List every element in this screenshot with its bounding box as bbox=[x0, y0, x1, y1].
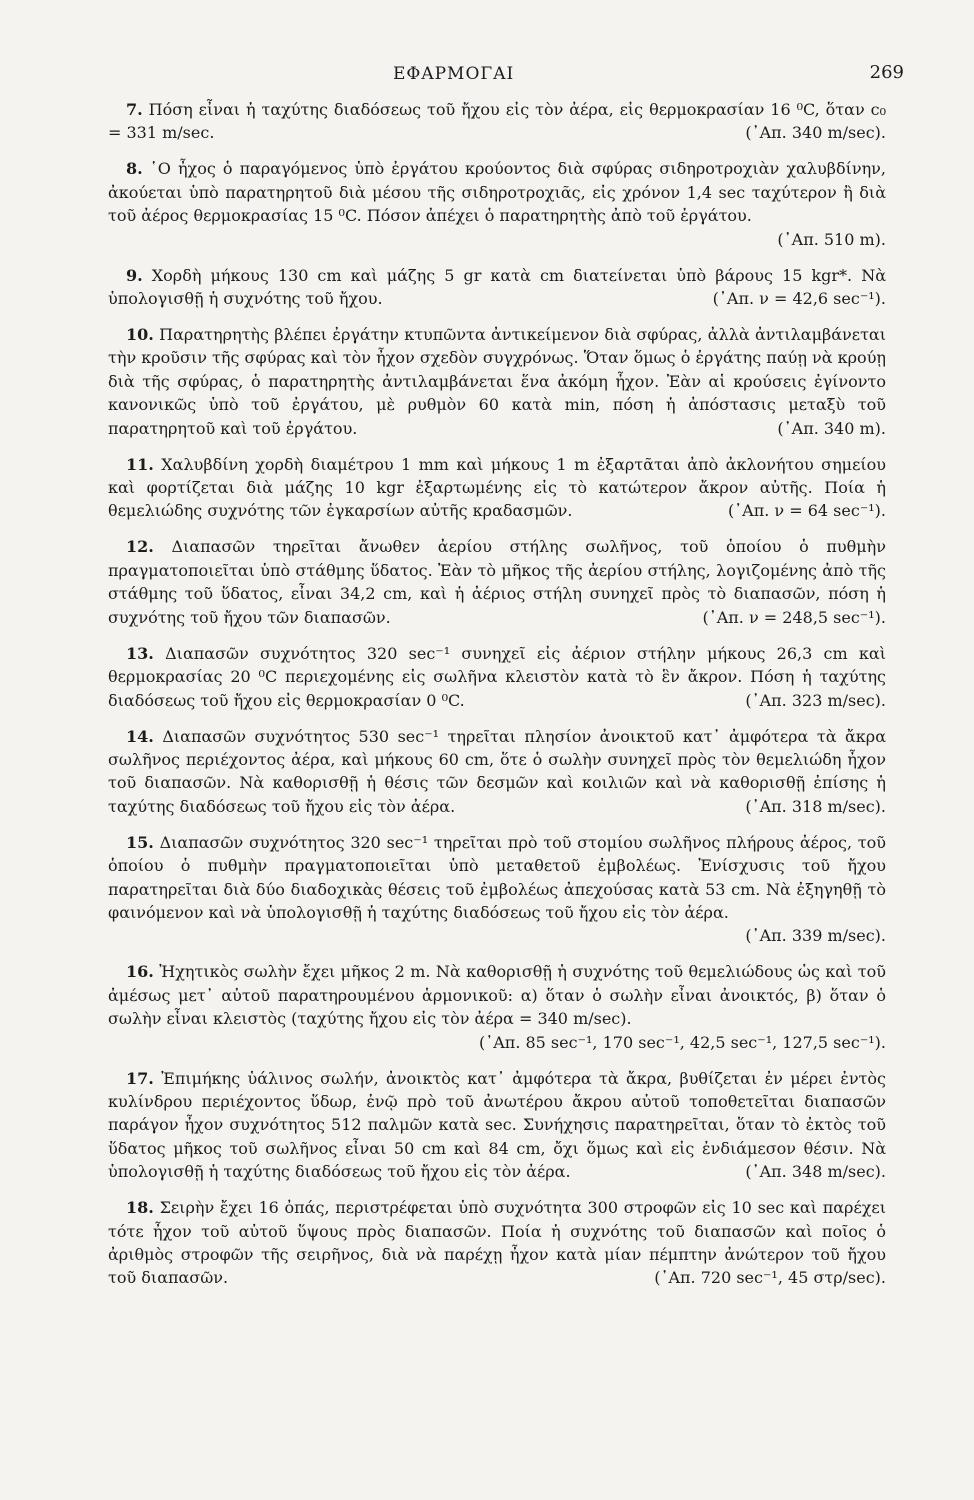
problem-answer: (᾽Απ. 339 m/sec). bbox=[745, 926, 886, 946]
problem-9 bbox=[108, 264, 886, 311]
problem-text: Παρατηρητὴς βλέπει ἐργάτην κτυπῶντα ἀντικείμενον διὰ σφύρας, ἀλλὰ ἀντιλαμβάνεται τὴν κροῦσιν τῆς σφύρας καὶ τὸν ἦχον σχεδὸν συγχρόνως. Ὅταν ὅμως ὁ ἐργάτης παύῃ νὰ κρούῃ διὰ τῆς σφύρας, ὁ παρατηρητὴς ἀντιλαμβάνεται ἕνα ἀκόμη ἦχον. Ἐὰν αἱ κρούσεις ἐγίνοντο κανονικῶς ὑπὸ τοῦ ἐργάτου, μὲ ρυθμὸν 60 κατὰ min, πόση ἡ ἀπόστασις μεταξὺ τοῦ παρατηρητοῦ καὶ τοῦ ἐργάτου. bbox=[108, 325, 886, 438]
page-title: ΕΦΑΡΜΟΓΑΙ bbox=[393, 64, 515, 84]
problem-number: 18. bbox=[126, 1198, 154, 1218]
problem-text: Διαπασῶν συχνότητος 530 sec⁻¹ τηρεῖται πλησίον ἀνοικτοῦ κατ᾽ ἀμφότερα τὰ ἄκρα σωλῆνος περιέχοντος ἀέρα, καὶ μήκους 60 cm, ὅτε ὁ σωλὴν συνηχεῖ πρὸς τὸν θεμελιώδη ἦχον τοῦ διαπασῶν. Νὰ καθορισθῇ ἡ θέσις τῶν δεσμῶν καὶ κοιλιῶν καὶ νὰ καθορισθῇ ἐπίσης ἡ ταχύτης διαδόσεως τοῦ ἤχου εἰς τὸν ἀέρα. bbox=[108, 726, 886, 816]
problem-answer: (᾽Απ. 340 m/sec). bbox=[745, 123, 886, 143]
problem-12 bbox=[108, 535, 886, 629]
page-number: 269 bbox=[869, 62, 904, 83]
problem-answer: (᾽Απ. ν = 42,6 sec⁻¹). bbox=[712, 289, 886, 309]
problem-number: 13. bbox=[126, 643, 154, 663]
problem-text: Διαπασῶν συχνότητος 320 sec⁻¹ συνηχεῖ εἰς ἀέριον στήλην μήκους 26,3 cm καὶ θερμοκρασίας 20 ⁰C περιεχομένης εἰς σωλῆνα κλειστὸν κατὰ τὸ ἓν ἄκρον. Πόση ἡ ταχύτης διαδόσεως τοῦ ἤχου εἰς θερμοκρασίαν 0 ⁰C. bbox=[108, 643, 887, 710]
running-head bbox=[108, 58, 904, 98]
problem-16 bbox=[108, 960, 886, 1054]
problem-text: Διαπασῶν συχνότητος 320 sec⁻¹ τηρεῖται πρὸ τοῦ στομίου σωλῆνος πλήρους ἀέρος, τοῦ ὁποίου ὁ πυθμὴν πραγματοποιεῖται ὑπὸ μεταθετοῦ ἐμβολέως. Ἐνίσχυσις τοῦ ἤχου παρατηρεῖται διὰ δύο διαδοχικὰς θέσεις τοῦ ἐμβολέως ἀπεχούσας κατὰ 53 cm. Νὰ ἐξηγηθῇ τὸ φαινόμενον καὶ νὰ ὑπολογισθῇ ἡ ταχύτης διαδόσεως τοῦ ἤχου εἰς τὸν ἀέρα. bbox=[108, 832, 886, 922]
problem-answer: (᾽Απ. 340 m). bbox=[777, 418, 886, 438]
problem-text: Ἠχητικὸς σωλὴν ἔχει μῆκος 2 m. Νὰ καθορισθῇ ἡ συχνότης τοῦ θεμελιώδους ὡς καὶ τοῦ ἀμέσως μετ᾽ αὐτοῦ παρατηρουμένου ἁρμονικοῦ: α) ὅταν ὁ σωλὴν εἶναι ἀνοικτός, β) ὅταν ὁ σωλὴν εἶναι κλειστὸς (ταχύτης ἤχου εἰς τὸν ἀέρα = 340 m/sec). bbox=[108, 962, 886, 1029]
problem-text: Διαπασῶν τηρεῖται ἄνωθεν ἀερίου στήλης σωλῆνος, τοῦ ὁποίου ὁ πυθμὴν πραγματοποιεῖται ὑπὸ στάθμης ὕδατος. Ἐὰν τὸ μῆκος τῆς ἀερίου στήλης, λογιζομένης ἀπὸ τῆς στάθμης τοῦ ὕδατος, εἶναι 34,2 cm, καὶ ἡ ἀέριος στήλη συνηχεῖ πρὸς τὸ διαπασῶν, πόση ἡ συχνότης τοῦ ἤχου τῶν διαπασῶν. bbox=[108, 537, 886, 627]
problem-number: 7. bbox=[126, 100, 143, 119]
problem-number: 12. bbox=[126, 537, 154, 557]
problem-answer: (᾽Απ. 720 sec⁻¹, 45 στρ/sec). bbox=[654, 1268, 886, 1288]
problem-number: 17. bbox=[126, 1068, 154, 1088]
problem-text: Ἐπιμήκης ὑάλινος σωλήν, ἀνοικτὸς κατ᾽ ἀμφότερα τὰ ἄκρα, βυθίζεται ἐν μέρει ἐντὸς κυλίνδρου περιέχοντος ὕδωρ, ἐνῷ πρὸ τοῦ ἀνωτέρου ἄκρου αὐτοῦ τοποθετεῖται διαπασῶν παράγον ἦχον συχνότητος 512 παλμῶν κατὰ sec. Συνήχησις παρατηρεῖται, ὅταν τὸ ἐκτὸς τοῦ ὕδατος μῆκος τοῦ σωλῆνος εἶναι 50 cm καὶ 84 cm, ὄχι ὅμως καὶ εἰς ἐνδιάμεσον θέσιν. Νὰ ὑπολογισθῇ ἡ ταχύτης διαδόσεως τοῦ ἤχου εἰς τὸν ἀέρα. bbox=[108, 1068, 886, 1182]
problem-17 bbox=[108, 1067, 886, 1184]
problem-14 bbox=[108, 725, 886, 819]
problem-answer: (᾽Απ. ν = 248,5 sec⁻¹). bbox=[702, 607, 886, 627]
problem-text: Χορδὴ μήκους 130 cm καὶ μάζης 5 gr κατὰ cm διατείνεται ὑπὸ βάρους 15 kgr*. Νὰ ὑπολογισθῇ ἡ συχνότης τοῦ ἤχου. bbox=[108, 265, 886, 309]
problem-11 bbox=[108, 453, 886, 523]
problem-answer: (᾽Απ. ν = 64 sec⁻¹). bbox=[727, 501, 886, 521]
problem-8 bbox=[108, 157, 886, 251]
problem-10 bbox=[108, 323, 886, 440]
problem-answer: (᾽Απ. 318 m/sec). bbox=[745, 796, 886, 816]
problem-number: 16. bbox=[126, 962, 154, 982]
problem-text: Χαλυβδίνη χορδὴ διαμέτρου 1 mm καὶ μήκους 1 m ἐξαρτᾶται ἀπὸ ἀκλονήτου σημείου καὶ φορτίζεται διὰ μάζης 10 kgr ἐξαρτωμένης εἰς τὸ κατώτερον ἄκρον αὐτῆς. Ποία ἡ θεμελιώδης συχνότης τῶν ἐγκαρσίων αὐτῆς κραδασμῶν. bbox=[108, 454, 886, 521]
problem-13 bbox=[108, 642, 886, 712]
problem-text: Πόση εἶναι ἡ ταχύτης διαδόσεως τοῦ ἤχου εἰς τὸν ἀέρα, εἰς θερμοκρασίαν 16 ⁰C, ὅταν c₀ = 331 m/sec. bbox=[108, 100, 886, 143]
problem-number: 15. bbox=[126, 832, 154, 852]
problem-text: Σειρὴν ἔχει 16 ὀπάς, περιστρέφεται ὑπὸ συχνότητα 300 στροφῶν εἰς 10 sec καὶ παρέχει τότε ἦχον τοῦ αὐτοῦ ὕψους πρὸς διαπασῶν. Ποία ἡ συχνότης τοῦ διαπασῶν καὶ ποῖος ὁ ἀριθμὸς στροφῶν τῆς σειρῆνος, διὰ νὰ παρέχῃ ἦχον κατὰ μίαν πέμπτην ἀνώτερον τοῦ ἤχου τοῦ διαπασῶν. bbox=[108, 1198, 886, 1288]
problem-answer: (᾽Απ. 85 sec⁻¹, 170 sec⁻¹, 42,5 sec⁻¹, 127,5 sec⁻¹). bbox=[479, 1032, 886, 1052]
problem-15 bbox=[108, 831, 886, 948]
problem-7 bbox=[108, 98, 886, 145]
problem-answer: (᾽Απ. 510 m). bbox=[777, 229, 886, 249]
problem-answer: (᾽Απ. 323 m/sec). bbox=[745, 690, 886, 710]
problem-18 bbox=[108, 1196, 886, 1290]
problem-number: 10. bbox=[126, 325, 154, 345]
problem-number: 11. bbox=[126, 454, 154, 474]
problem-text: ῾Ο ἦχος ὁ παραγόμενος ὑπὸ ἐργάτου κρούοντος διὰ σφύρας σιδηροτροχιὰν χαλυβδίνην, ἀκούεται ὑπὸ παρατηρητοῦ διὰ μέσου τῆς σιδηροτροχιᾶς, εἰς χρόνον 1,4 sec ταχύτερον ἢ διὰ τοῦ ἀέρος θερμοκρασίας 15 ⁰C. Πόσον ἀπέχει ὁ παρατηρητὴς ἀπὸ τοῦ ἐργάτου. bbox=[108, 159, 886, 226]
problem-number: 14. bbox=[126, 726, 154, 746]
problem-answer: (᾽Απ. 348 m/sec). bbox=[745, 1162, 886, 1182]
problem-number: 9. bbox=[126, 265, 143, 285]
problem-number: 8. bbox=[126, 159, 143, 179]
